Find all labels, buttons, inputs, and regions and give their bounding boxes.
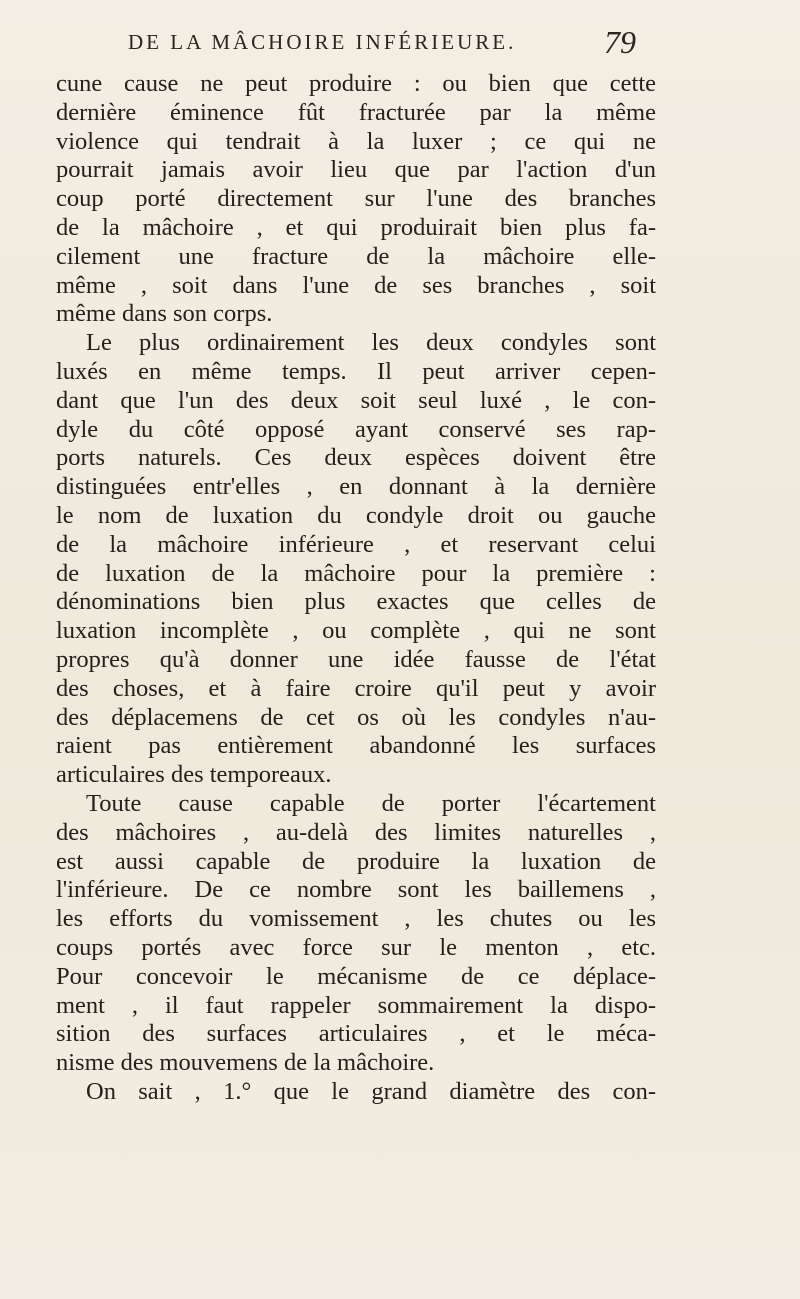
paragraph-end-line: même dans son corps. bbox=[56, 300, 273, 328]
body-text bbox=[56, 70, 656, 1107]
text-line: luxation incomplète , ou complète , qui ne sont bbox=[56, 617, 656, 645]
page-header bbox=[0, 20, 800, 64]
text-line: des déplacemens de cet os où les condyles n'au- bbox=[56, 703, 656, 731]
text-line: dyle du côté opposé ayant conservé ses rap- bbox=[56, 415, 656, 443]
text-line: luxés en même temps. Il peut arriver cepen- bbox=[56, 357, 656, 385]
text-line: ports naturels. Ces deux espèces doivent être bbox=[56, 444, 656, 472]
text-line: dénominations bien plus exactes que celles de bbox=[56, 588, 656, 616]
paragraph-end-line: articulaires des temporeaux. bbox=[56, 761, 332, 789]
text-line: de la mâchoire , et qui produirait bien plus fa- bbox=[56, 213, 656, 241]
paragraph-end-line: nisme des mouvemens de la mâchoire. bbox=[56, 1049, 435, 1077]
text-line: cilement une fracture de la mâchoire elle- bbox=[56, 242, 656, 270]
text-line: dernière éminence fût fracturée par la même bbox=[56, 98, 656, 126]
text-line: pourrait jamais avoir lieu que par l'action d'un bbox=[56, 156, 656, 184]
paragraph-start-line: On sait , 1.° que le grand diamètre des con- bbox=[86, 1077, 656, 1105]
text-line: distinguées entr'elles , en donnant à la dernière bbox=[56, 473, 656, 501]
text-line: cune cause ne peut produire : ou bien que cette bbox=[56, 70, 656, 97]
text-line: des choses, et à faire croire qu'il peut y avoir bbox=[56, 674, 656, 702]
text-line: Pour concevoir le mécanisme de ce déplace- bbox=[56, 962, 656, 990]
text-line: sition des surfaces articulaires , et le méca- bbox=[56, 1020, 656, 1048]
text-line: coup porté directement sur l'une des branches bbox=[56, 185, 656, 213]
page-number: 79 bbox=[604, 24, 636, 60]
paragraph-start-line: Le plus ordinairement les deux condyles sont bbox=[86, 329, 656, 357]
text-line: de la mâchoire inférieure , et reservant celui bbox=[56, 530, 656, 558]
text-line: est aussi capable de produire la luxation de bbox=[56, 847, 656, 875]
text-line: les efforts du vomissement , les chutes ou les bbox=[56, 905, 656, 933]
text-line: violence qui tendrait à la luxer ; ce qui ne bbox=[56, 127, 656, 155]
text-line: des mâchoires , au-delà des limites naturelles , bbox=[56, 818, 656, 846]
text-line: de luxation de la mâchoire pour la première : bbox=[56, 559, 656, 587]
text-line: ment , il faut rappeler sommairement la dispo- bbox=[56, 991, 656, 1019]
running-head: DE LA MÂCHOIRE INFÉRIEURE. bbox=[128, 30, 517, 54]
text-line: dant que l'un des deux soit seul luxé , le con- bbox=[56, 386, 656, 414]
text-line: coups portés avec force sur le menton , etc. bbox=[56, 933, 656, 961]
text-line: même , soit dans l'une de ses branches , soit bbox=[56, 271, 656, 299]
text-line: propres qu'à donner une idée fausse de l'état bbox=[56, 645, 656, 673]
text-line: raient pas entièrement abandonné les surfaces bbox=[56, 732, 656, 760]
text-line: l'inférieure. De ce nombre sont les baillemens , bbox=[56, 876, 656, 904]
text-line: le nom de luxation du condyle droit ou gauche bbox=[56, 501, 656, 529]
paragraph-start-line: Toute cause capable de porter l'écartement bbox=[86, 789, 656, 817]
